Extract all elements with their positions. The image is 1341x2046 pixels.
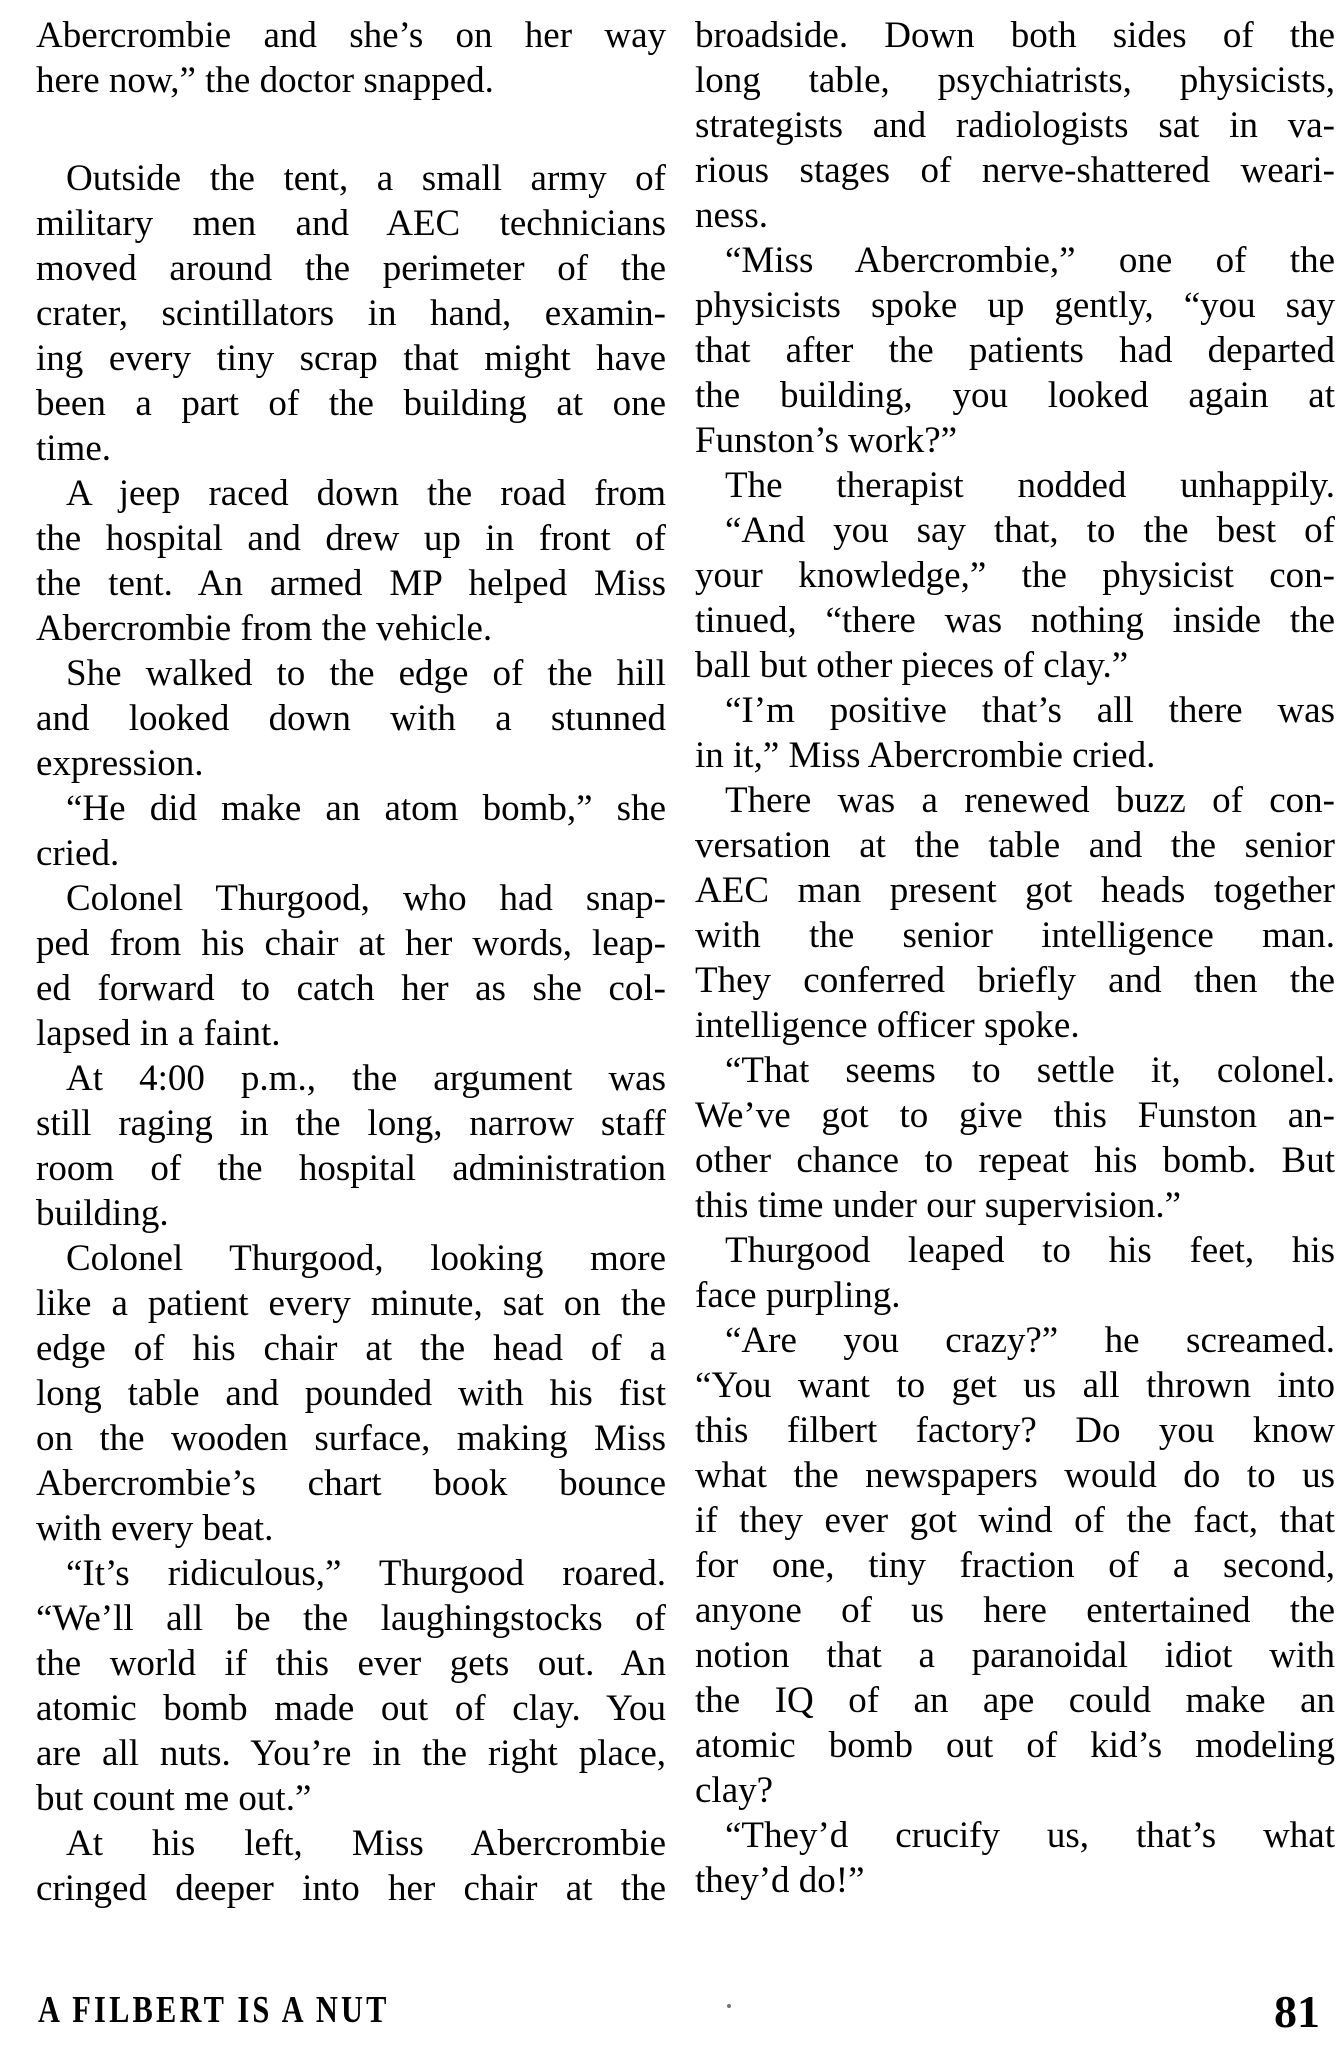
text-line: “It’s ridiculous,” Thurgood roared. — [66, 1553, 666, 1594]
paragraph — [36, 13, 666, 103]
text-line: broadside. Down both sides of the — [695, 15, 1335, 56]
text-line: Colonel Thurgood, who had snap- — [66, 878, 666, 919]
text-line: physicists spoke up gently, “you say — [695, 285, 1335, 326]
text-line: other chance to repeat his bomb. But — [695, 1140, 1335, 1181]
text-line: like a patient every minute, sat on the — [36, 1283, 666, 1324]
text-line: cringed deeper into her chair at the — [36, 1868, 666, 1909]
text-line: Outside the tent, a small army of — [66, 158, 666, 199]
text-line: AEC man present got heads together — [695, 870, 1335, 911]
text-line: the building, you looked again at — [695, 375, 1335, 416]
text-line: At his left, Miss Abercrombie — [66, 1823, 666, 1864]
text-line: room of the hospital administration — [36, 1148, 666, 1189]
paragraph — [36, 1551, 666, 1821]
text-line: moved around the perimeter of the — [36, 248, 666, 289]
paragraph — [695, 463, 1335, 508]
text-line: time. — [36, 428, 112, 469]
text-line: They conferred briefly and then the — [695, 960, 1335, 1001]
text-line: atomic bomb made out of clay. You — [36, 1688, 666, 1729]
text-line: the IQ of an ape could make an — [695, 1680, 1335, 1721]
text-line: with every beat. — [36, 1508, 274, 1549]
paragraph — [695, 238, 1335, 463]
text-line: ped from his chair at her words, leap- — [36, 923, 666, 964]
text-line: here now,” the doctor snapped. — [36, 60, 494, 101]
text-line: strategists and radiologists sat in va- — [695, 105, 1335, 146]
text-line: edge of his chair at the head of a — [36, 1328, 666, 1369]
text-line: cried. — [36, 833, 120, 874]
text-line: ing every tiny scrap that might have — [36, 338, 666, 379]
text-line: rious stages of nerve-shattered weari- — [695, 150, 1335, 191]
paragraph — [36, 156, 666, 471]
paragraph — [695, 778, 1335, 1048]
text-column-right — [695, 13, 1335, 1911]
text-line: ed forward to catch her as she col- — [36, 968, 666, 1009]
text-line: “You want to get us all thrown into — [695, 1365, 1335, 1406]
text-line: but count me out.” — [36, 1778, 312, 1819]
paragraph — [36, 1821, 666, 1911]
text-line: “Are you crazy?” he screamed. — [725, 1320, 1335, 1361]
text-line: the hospital and drew up in front of — [36, 518, 666, 559]
paragraph — [695, 688, 1335, 778]
text-line: they’d do!” — [695, 1860, 865, 1901]
text-line: “That seems to settle it, colonel. — [725, 1050, 1335, 1091]
paragraph — [695, 13, 1335, 238]
text-line: anyone of us here entertained the — [695, 1590, 1335, 1631]
text-line: She walked to the edge of the hill — [66, 653, 666, 694]
text-line: with the senior intelligence man. — [695, 915, 1335, 956]
text-line: There was a renewed buzz of con- — [725, 780, 1335, 821]
text-line: been a part of the building at one — [36, 383, 666, 424]
text-line: “He did make an atom bomb,” she — [66, 788, 666, 829]
text-line: still raging in the long, narrow staff — [36, 1103, 666, 1144]
paragraph — [695, 1048, 1335, 1228]
text-line: this filbert factory? Do you know — [695, 1410, 1335, 1451]
text-line: Thurgood leaped to his feet, his — [725, 1230, 1335, 1271]
text-line: clay? — [695, 1770, 774, 1811]
paragraph — [36, 651, 666, 786]
text-line: Funston’s work?” — [695, 420, 958, 461]
text-line: Colonel Thurgood, looking more — [66, 1238, 666, 1279]
text-line: notion that a paranoidal idiot with — [695, 1635, 1335, 1676]
paragraph — [695, 1813, 1335, 1903]
text-line: crater, scintillators in hand, examin- — [36, 293, 666, 334]
text-line: At 4:00 p.m., the argument was — [66, 1058, 666, 1099]
text-line: Abercrombie’s chart book bounce — [36, 1463, 666, 1504]
text-line: if they ever got wind of the fact, that — [695, 1500, 1335, 1541]
text-line: long table, psychiatrists, physicists, — [695, 60, 1335, 101]
text-line: “Miss Abercrombie,” one of the — [725, 240, 1335, 281]
text-line: in it,” Miss Abercrombie cried. — [695, 735, 1156, 776]
text-column-left — [36, 13, 666, 1911]
text-line: We’ve got to give this Funston an- — [695, 1095, 1335, 1136]
page-number: 81 — [1274, 1986, 1320, 2037]
text-line: what the newspapers would do to us — [695, 1455, 1335, 1496]
text-line: long table and pounded with his fist — [36, 1373, 666, 1414]
text-line: expression. — [36, 743, 204, 784]
text-line: face purpling. — [695, 1275, 901, 1316]
text-line: are all nuts. You’re in the right place, — [36, 1733, 666, 1774]
text-line: building. — [36, 1193, 169, 1234]
text-line: “I’m positive that’s all there was — [725, 690, 1335, 731]
text-line: versation at the table and the senior — [695, 825, 1335, 866]
text-line: and looked down with a stunned — [36, 698, 666, 739]
paragraph — [36, 786, 666, 876]
ink-speck — [727, 2004, 731, 2008]
text-line: the world if this ever gets out. An — [36, 1643, 666, 1684]
text-line: “We’ll all be the laughingstocks of — [36, 1598, 666, 1639]
paragraph — [36, 1236, 666, 1551]
paragraph — [36, 471, 666, 651]
text-line: atomic bomb out of kid’s modeling — [695, 1725, 1335, 1766]
text-line: that after the patients had departed — [695, 330, 1335, 371]
text-line: this time under our supervision.” — [695, 1185, 1182, 1226]
text-line: The therapist nodded unhappily. — [725, 465, 1335, 506]
text-line: lapsed in a faint. — [36, 1013, 281, 1054]
text-line: on the wooden surface, making Miss — [36, 1418, 666, 1459]
text-line: A jeep raced down the road from — [66, 473, 666, 514]
paragraph — [695, 508, 1335, 688]
text-line: Abercrombie and she’s on her way — [36, 15, 666, 56]
text-line: ness. — [695, 195, 768, 236]
paragraph — [36, 1056, 666, 1236]
text-line: your knowledge,” the physicist con- — [695, 555, 1335, 596]
running-title: A FILBERT IS A NUT — [38, 1989, 390, 2031]
text-line: “And you say that, to the best of — [725, 510, 1335, 551]
text-line: tinued, “there was nothing inside the — [695, 600, 1335, 641]
text-line: for one, tiny fraction of a second, — [695, 1545, 1335, 1586]
text-line: the tent. An armed MP helped Miss — [36, 563, 666, 604]
text-line: ball but other pieces of clay.” — [695, 645, 1129, 686]
text-line: military men and AEC technicians — [36, 203, 666, 244]
text-line: intelligence officer spoke. — [695, 1005, 1080, 1046]
paragraph — [695, 1318, 1335, 1813]
paragraph — [36, 876, 666, 1056]
paragraph — [695, 1228, 1335, 1318]
text-line: Abercrombie from the vehicle. — [36, 608, 493, 649]
text-line: “They’d crucify us, that’s what — [725, 1815, 1335, 1856]
